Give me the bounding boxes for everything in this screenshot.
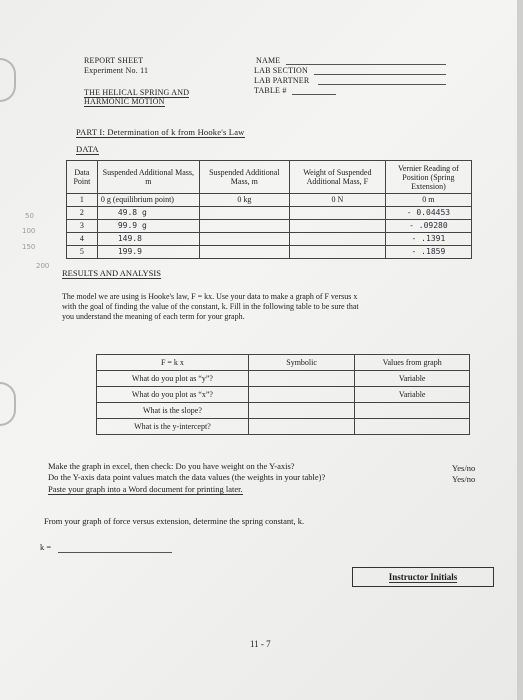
col-header-vernier: Vernier Reading of Position (Spring Extension) (385, 161, 471, 194)
cell-mass-kg[interactable] (199, 207, 289, 220)
name-label: NAME (256, 56, 281, 65)
cell-mass-g: 0 g (equilibrium point) (97, 194, 199, 207)
check-line-1: Make the graph in excel, then check: Do you have weight on the Y-axis? (48, 461, 295, 471)
value-cell[interactable]: Variable (355, 387, 470, 403)
col-header-data-point: Data Point (67, 161, 98, 194)
table-row (97, 371, 470, 387)
k-label: k = (40, 542, 52, 552)
cell-mass-kg[interactable] (199, 233, 289, 246)
k-answer-field[interactable] (58, 552, 172, 553)
table-row (67, 246, 472, 259)
value-cell[interactable] (355, 419, 470, 435)
cell-vernier[interactable]: - .1391 (385, 233, 471, 246)
value-cell[interactable] (355, 403, 470, 419)
cell-mass-kg[interactable] (199, 220, 289, 233)
cell-weight[interactable] (289, 246, 385, 259)
cell-point: 3 (67, 220, 98, 233)
col-header-values: Values from graph (355, 355, 470, 371)
lab-section-field[interactable] (314, 74, 446, 75)
cell-mass-g[interactable]: 199.9 (97, 246, 199, 259)
data-table (66, 160, 472, 259)
yes-no-weight[interactable]: Yes/no (452, 463, 476, 473)
col-header-equation: F = k x (97, 355, 249, 371)
cell-mass-kg[interactable] (199, 246, 289, 259)
check-line-3: Paste your graph into a Word document for printing later. (48, 484, 243, 494)
question-cell: What do you plot as “x”? (97, 387, 249, 403)
cell-vernier[interactable]: - .09280 (385, 220, 471, 233)
question-cell: What do you plot as “y”? (97, 371, 249, 387)
table-row (97, 387, 470, 403)
spring-constant-instruction: From your graph of force versus extension, determine the spring constant, k. (44, 516, 305, 526)
cell-mass-g[interactable]: 149.8 (97, 233, 199, 246)
cell-weight: 0 N (289, 194, 385, 207)
cell-mass-g[interactable]: 99.9 g (97, 220, 199, 233)
cell-mass-g[interactable]: 49.8 g (97, 207, 199, 220)
page-number: 11 - 7 (250, 639, 271, 649)
binder-ring (0, 58, 16, 102)
lab-section-label: LAB SECTION (254, 66, 308, 75)
results-paragraph-3: you understand the meaning of each term for your graph. (62, 312, 245, 321)
results-paragraph-1: The model we are using is Hooke's law, F = kx. Use your data to make a graph of F versus x (62, 292, 358, 301)
margin-note: 150 (22, 243, 36, 251)
cell-point: 1 (67, 194, 98, 207)
yes-no-values[interactable]: Yes/no (452, 474, 476, 484)
instructor-initials-label: Instructor Initials (388, 572, 458, 582)
col-header-symbolic: Symbolic (248, 355, 354, 371)
question-cell: What is the slope? (97, 403, 249, 419)
table-row (67, 233, 472, 246)
part-heading: PART I: Determination of k from Hooke's Law (76, 127, 245, 137)
graph-terms-table (96, 354, 470, 435)
title-line-1: THE HELICAL SPRING AND (84, 88, 190, 97)
cell-weight[interactable] (289, 233, 385, 246)
margin-note: 100 (22, 227, 36, 235)
table-number-field[interactable] (292, 94, 336, 95)
lab-partner-label: LAB PARTNER (254, 76, 310, 85)
question-cell: What is the y-intercept? (97, 419, 249, 435)
cell-vernier: 0 m (385, 194, 471, 207)
col-header-mass-kg: Suspended Additional Mass, m (199, 161, 289, 194)
experiment-number: Experiment No. 11 (84, 66, 149, 75)
check-line-2: Do the Y-axis data point values match the data values (the weights in your table)? (48, 472, 326, 482)
binder-ring (0, 382, 16, 426)
page-edge (517, 0, 523, 700)
table-number-label: TABLE # (254, 86, 287, 95)
margin-note: 200 (36, 262, 50, 270)
cell-point: 4 (67, 233, 98, 246)
cell-vernier[interactable]: - 0.04453 (385, 207, 471, 220)
table-row (97, 403, 470, 419)
col-header-mass-g: Suspended Additional Mass, m (97, 161, 199, 194)
cell-weight[interactable] (289, 220, 385, 233)
instructor-initials-box[interactable] (352, 567, 494, 587)
symbolic-cell[interactable] (248, 419, 354, 435)
results-paragraph-2: with the goal of finding the value of the constant, k. Fill in the following table to be sure that (62, 302, 359, 311)
report-sheet-label: REPORT SHEET (84, 56, 144, 65)
data-label: DATA (76, 144, 99, 154)
value-cell[interactable]: Variable (355, 371, 470, 387)
name-field[interactable] (286, 64, 446, 65)
cell-point: 5 (67, 246, 98, 259)
results-heading: RESULTS AND ANALYSIS (62, 268, 161, 278)
lab-partner-field[interactable] (318, 84, 446, 85)
margin-note: 50 (25, 212, 34, 220)
table-row (97, 419, 470, 435)
table-row (67, 194, 472, 207)
table-row (67, 220, 472, 233)
cell-point: 2 (67, 207, 98, 220)
cell-mass-kg: 0 kg (199, 194, 289, 207)
cell-vernier[interactable]: - .1859 (385, 246, 471, 259)
cell-weight[interactable] (289, 207, 385, 220)
title-line-2: HARMONIC MOTION (84, 97, 165, 106)
symbolic-cell[interactable] (248, 387, 354, 403)
col-header-weight: Weight of Suspended Additional Mass, F (289, 161, 385, 194)
symbolic-cell[interactable] (248, 403, 354, 419)
table-row (67, 207, 472, 220)
symbolic-cell[interactable] (248, 371, 354, 387)
